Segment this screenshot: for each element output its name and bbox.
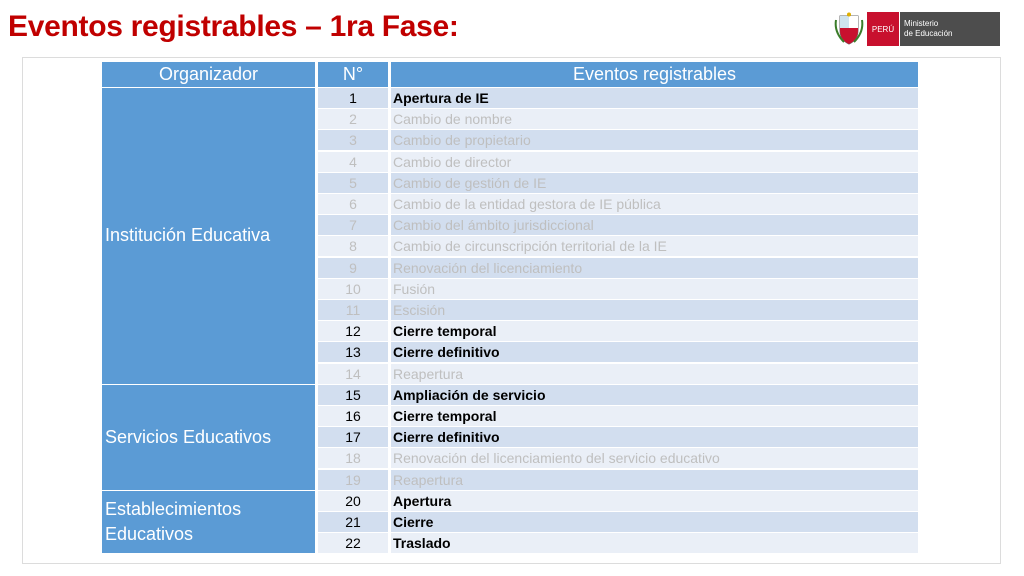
- row-number: 15: [318, 385, 388, 405]
- organizer-servicios-educativos: Servicios Educativos: [102, 385, 315, 490]
- event-name: Cierre temporal: [391, 321, 918, 341]
- table-row: [318, 215, 918, 235]
- event-name: Traslado: [391, 533, 918, 553]
- column-header-events: Eventos registrables: [391, 62, 918, 87]
- row-number: 13: [318, 342, 388, 362]
- event-name: Cierre definitivo: [391, 427, 918, 447]
- table-row: [318, 321, 918, 341]
- event-name: Cambio de propietario: [391, 130, 918, 150]
- table-row: [318, 88, 918, 108]
- event-name: Cambio de gestión de IE: [391, 173, 918, 193]
- row-number: 7: [318, 215, 388, 235]
- event-name: Cambio de la entidad gestora de IE pública: [391, 194, 918, 214]
- event-name: Apertura: [391, 491, 918, 511]
- event-name: Reapertura: [391, 470, 918, 490]
- slide-title: Eventos registrables – 1ra Fase:: [8, 10, 459, 43]
- row-number: 11: [318, 300, 388, 320]
- peru-badge: PERÚ: [867, 12, 899, 46]
- row-number: 6: [318, 194, 388, 214]
- table-row: [318, 512, 918, 532]
- event-name: Cierre temporal: [391, 406, 918, 426]
- table-row: [318, 364, 918, 384]
- event-name: Cambio de circunscripción territorial de la IE: [391, 236, 918, 256]
- table-row: [318, 194, 918, 214]
- event-name: Cierre: [391, 512, 918, 532]
- row-number: 5: [318, 173, 388, 193]
- event-name: Renovación del licenciamiento: [391, 258, 918, 278]
- column-header-organizador: Organizador: [102, 62, 315, 87]
- column-header-number: N°: [318, 62, 388, 87]
- event-name: Apertura de IE: [391, 88, 918, 108]
- event-name: Renovación del licenciamiento del servicio educativo: [391, 448, 918, 468]
- row-number: 4: [318, 152, 388, 172]
- ministry-name-line1: Ministerio: [904, 19, 939, 28]
- table-row: [318, 130, 918, 150]
- organizer-establecimientos-educativos: Establecimientos Educativos: [102, 491, 315, 553]
- row-number: 8: [318, 236, 388, 256]
- row-number: 1: [318, 88, 388, 108]
- row-number: 2: [318, 109, 388, 129]
- organizer-institucion-educativa: Institución Educativa: [102, 88, 315, 384]
- ministry-badge: [900, 12, 1000, 46]
- row-number: 20: [318, 491, 388, 511]
- table-row: [318, 491, 918, 511]
- table-row: [318, 279, 918, 299]
- row-number: 14: [318, 364, 388, 384]
- row-number: 16: [318, 406, 388, 426]
- table-row: [318, 448, 918, 468]
- row-number: 19: [318, 470, 388, 490]
- table-row: [318, 236, 918, 256]
- table-row: [318, 300, 918, 320]
- row-number: 22: [318, 533, 388, 553]
- row-number: 18: [318, 448, 388, 468]
- table-row: [318, 533, 918, 553]
- row-number: 21: [318, 512, 388, 532]
- table-row: [318, 427, 918, 447]
- event-name: Reapertura: [391, 364, 918, 384]
- row-number: 10: [318, 279, 388, 299]
- row-number: 12: [318, 321, 388, 341]
- event-name: Fusión: [391, 279, 918, 299]
- table-row: [318, 109, 918, 129]
- event-name: Cambio del ámbito jurisdiccional: [391, 215, 918, 235]
- table-row: [318, 470, 918, 490]
- table-row: [318, 342, 918, 362]
- table-row: [318, 406, 918, 426]
- ministry-logo: [834, 12, 1000, 46]
- table-row: [318, 258, 918, 278]
- ministry-name-line2: de Educación: [904, 29, 953, 38]
- event-name: Cierre definitivo: [391, 342, 918, 362]
- event-name: Ampliación de servicio: [391, 385, 918, 405]
- event-name: Cambio de nombre: [391, 109, 918, 129]
- row-number: 9: [318, 258, 388, 278]
- row-number: 17: [318, 427, 388, 447]
- coat-of-arms-icon: [834, 12, 864, 46]
- table-row: [318, 152, 918, 172]
- event-name: Cambio de director: [391, 152, 918, 172]
- event-name: Escisión: [391, 300, 918, 320]
- row-number: 3: [318, 130, 388, 150]
- table-row: [318, 173, 918, 193]
- table-row: [318, 385, 918, 405]
